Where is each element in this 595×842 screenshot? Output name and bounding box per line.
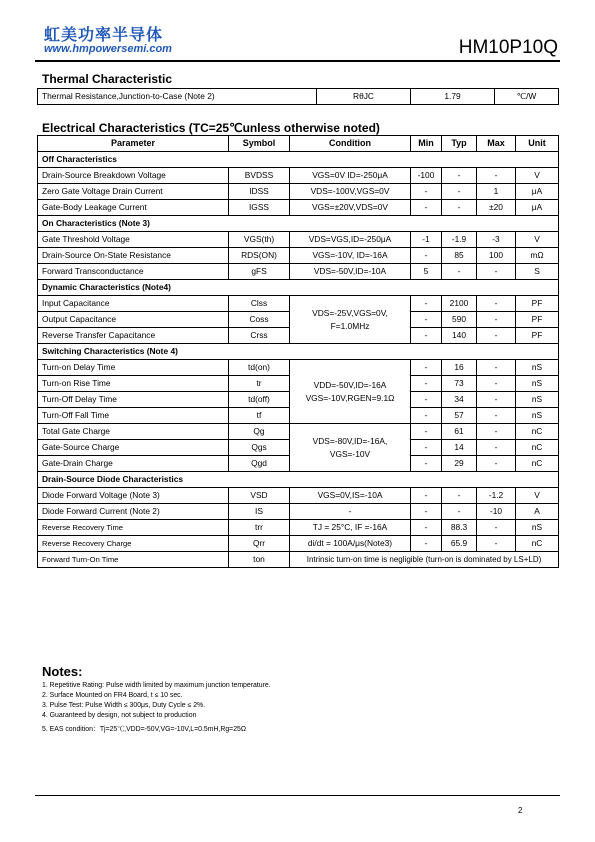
cell-unit: S <box>516 264 559 280</box>
table-row <box>38 232 559 248</box>
cell-unit: nC <box>516 536 559 552</box>
cell-condition: TJ = 25°C, IF =-16A <box>290 520 411 536</box>
cell-unit: nC <box>516 424 559 440</box>
table-row <box>38 168 559 184</box>
group-row <box>38 216 559 232</box>
part-number: HM10P10Q <box>458 37 558 58</box>
header-row <box>38 136 559 152</box>
cell-symbol: Qgd <box>229 456 290 472</box>
col-typ: Typ <box>442 136 477 152</box>
cell-min: - <box>411 360 442 376</box>
thermal-table <box>37 88 559 105</box>
cell-typ: - <box>442 504 477 520</box>
cell-min: - <box>411 376 442 392</box>
cell-condition-merged <box>290 296 411 344</box>
cell-condition: VDS=VGS,ID=-250μA <box>290 232 411 248</box>
cell-typ: - <box>442 488 477 504</box>
cell-typ: - <box>442 184 477 200</box>
cell-symbol: VGS(th) <box>229 232 290 248</box>
brand-name-cn: 虹美功率半导体 <box>44 25 164 44</box>
table-row <box>38 424 559 440</box>
group-label: Off Characteristics <box>38 152 559 168</box>
cell-min: - <box>411 408 442 424</box>
cell-max: - <box>477 408 516 424</box>
cell-max: -1.2 <box>477 488 516 504</box>
cell-condition: VGS=±20V,VDS=0V <box>290 200 411 216</box>
footer-divider <box>35 795 560 796</box>
cell-condition: VGS=0V,IS=-10A <box>290 488 411 504</box>
cell-parameter: Gate-Body Leakage Current <box>38 200 229 216</box>
cell-symbol: Clss <box>229 296 290 312</box>
note-item: 3. Pulse Test: Pulse Width ≤ 300μs, Duty Cycle ≤ 2%. <box>42 702 206 709</box>
cell-max: - <box>477 536 516 552</box>
cell-min: - <box>411 200 442 216</box>
cell-parameter: Total Gate Charge <box>38 424 229 440</box>
cell-symbol: IS <box>229 504 290 520</box>
cell-parameter: Gate-Source Charge <box>38 440 229 456</box>
cell-typ: 2100 <box>442 296 477 312</box>
cell-parameter: Forward Turn-On Time <box>38 552 229 568</box>
cell-typ: 16 <box>442 360 477 376</box>
group-row <box>38 472 559 488</box>
thermal-value: 1.79 <box>411 89 495 105</box>
cell-unit: V <box>516 488 559 504</box>
note-item: 1. Repetitive Rating: Pulse width limited by maximum junction temperature. <box>42 682 271 689</box>
cell-unit: μA <box>516 184 559 200</box>
cell-parameter: Diode Forward Current (Note 2) <box>38 504 229 520</box>
table-row <box>38 200 559 216</box>
condition-line: VDS=-80V,ID=-16A, <box>312 435 388 446</box>
cell-typ: - <box>442 200 477 216</box>
cell-unit: V <box>516 232 559 248</box>
cell-min: -1 <box>411 232 442 248</box>
group-label: Switching Characteristics (Note 4) <box>38 344 559 360</box>
cell-symbol: td(on) <box>229 360 290 376</box>
cell-min: - <box>411 504 442 520</box>
table-row <box>38 488 559 504</box>
thermal-title: Thermal Characteristic <box>42 72 173 86</box>
cell-condition: - <box>290 504 411 520</box>
note-item: 2. Surface Mounted on FR4 Board, t ≤ 10 sec. <box>42 692 183 699</box>
thermal-unit: ℃/W <box>495 89 559 105</box>
cell-parameter: Turn-Off Fall Time <box>38 408 229 424</box>
table-row <box>38 552 559 568</box>
cell-unit: nS <box>516 520 559 536</box>
cell-parameter: Zero Gate Voltage Drain Current <box>38 184 229 200</box>
cell-unit: nC <box>516 440 559 456</box>
cell-condition: di/dt = 100A/μs(Note3) <box>290 536 411 552</box>
cell-parameter: Input Capacitance <box>38 296 229 312</box>
cell-symbol: IGSS <box>229 200 290 216</box>
cell-typ: 65.9 <box>442 536 477 552</box>
cell-parameter: Turn-on Rise Time <box>38 376 229 392</box>
cell-typ: -1.9 <box>442 232 477 248</box>
table-row <box>38 264 559 280</box>
cell-unit: PF <box>516 328 559 344</box>
cell-min: - <box>411 392 442 408</box>
cell-min: - <box>411 312 442 328</box>
cell-max: - <box>477 264 516 280</box>
cell-max: - <box>477 312 516 328</box>
cell-max: - <box>477 296 516 312</box>
condition-line: F=1.0MHz <box>330 320 370 331</box>
cell-parameter: Turn-Off Delay Time <box>38 392 229 408</box>
cell-condition: VGS=0V ID=-250μA <box>290 168 411 184</box>
cell-symbol: Qg <box>229 424 290 440</box>
cell-typ: 140 <box>442 328 477 344</box>
cell-unit: A <box>516 504 559 520</box>
cell-max: ±20 <box>477 200 516 216</box>
cell-parameter: Gate-Drain Charge <box>38 456 229 472</box>
cell-typ: 29 <box>442 456 477 472</box>
cell-symbol: tf <box>229 408 290 424</box>
cell-unit: PF <box>516 296 559 312</box>
cell-typ: - <box>442 264 477 280</box>
group-label: Dynamic Characteristics (Note4) <box>38 280 559 296</box>
note-item: 5. EAS condition：Tj=25℃,VDD=-50V,VG=-10V,L=0.5mH,Rg=25Ω <box>42 726 247 733</box>
cell-max: - <box>477 440 516 456</box>
cell-symbol: Coss <box>229 312 290 328</box>
table-row <box>38 248 559 264</box>
cell-unit: mΩ <box>516 248 559 264</box>
condition-line: VGS=-10V <box>329 448 371 459</box>
cell-min: - <box>411 424 442 440</box>
thermal-symbol: RθJC <box>317 89 411 105</box>
cell-max: 1 <box>477 184 516 200</box>
cell-unit: nS <box>516 376 559 392</box>
cell-min: - <box>411 456 442 472</box>
condition-line: VGS=-10V,RGEN=9.1Ω <box>305 392 395 403</box>
cell-unit: nS <box>516 360 559 376</box>
cell-max: - <box>477 424 516 440</box>
cell-parameter: Forward Transconductance <box>38 264 229 280</box>
group-label: On Characteristics (Note 3) <box>38 216 559 232</box>
table-row <box>38 504 559 520</box>
cell-max: - <box>477 168 516 184</box>
group-row <box>38 280 559 296</box>
group-label: Drain-Source Diode Characteristics <box>38 472 559 488</box>
cell-max: 100 <box>477 248 516 264</box>
cell-symbol: td(off) <box>229 392 290 408</box>
cell-typ: 88.3 <box>442 520 477 536</box>
cell-symbol: Qgs <box>229 440 290 456</box>
group-row <box>38 152 559 168</box>
cell-parameter: Reverse Recovery Time <box>38 520 229 536</box>
cell-unit: PF <box>516 312 559 328</box>
cell-condition: VGS=-10V, ID=-16A <box>290 248 411 264</box>
brand-url[interactable]: www.hmpowersemi.com <box>44 43 172 55</box>
cell-parameter: Diode Forward Voltage (Note 3) <box>38 488 229 504</box>
col-symbol: Symbol <box>229 136 290 152</box>
cell-typ: 57 <box>442 408 477 424</box>
cell-symbol: gFS <box>229 264 290 280</box>
notes-title: Notes: <box>42 664 83 679</box>
cell-parameter: Turn-on Delay Time <box>38 360 229 376</box>
cell-typ: 14 <box>442 440 477 456</box>
cell-min: - <box>411 296 442 312</box>
col-condition: Condition <box>290 136 411 152</box>
cell-symbol: IDSS <box>229 184 290 200</box>
col-parameter: Parameter <box>38 136 229 152</box>
cell-symbol: RDS(ON) <box>229 248 290 264</box>
cell-symbol: ton <box>229 552 290 568</box>
thermal-label: Thermal Resistance,Junction-to-Case (Note 2) <box>38 89 317 105</box>
cell-symbol: Qrr <box>229 536 290 552</box>
electrical-title: Electrical Characteristics (TC=25℃unless otherwise noted) <box>42 121 380 135</box>
cell-max: - <box>477 360 516 376</box>
table-row <box>38 536 559 552</box>
cell-max: - <box>477 520 516 536</box>
cell-unit: μA <box>516 200 559 216</box>
cell-parameter: Reverse Recovery Charge <box>38 536 229 552</box>
cell-unit: nS <box>516 392 559 408</box>
cell-condition-merged <box>290 360 411 424</box>
cell-min: - <box>411 328 442 344</box>
header-divider <box>35 60 560 62</box>
cell-max: -3 <box>477 232 516 248</box>
col-max: Max <box>477 136 516 152</box>
cell-min: - <box>411 184 442 200</box>
cell-unit: nC <box>516 456 559 472</box>
cell-min: - <box>411 440 442 456</box>
cell-typ: 73 <box>442 376 477 392</box>
cell-typ: - <box>442 168 477 184</box>
cell-max: - <box>477 392 516 408</box>
condition-line: VDS=-25V,VGS=0V, <box>312 307 388 318</box>
cell-parameter: Reverse Transfer Capacitance <box>38 328 229 344</box>
thermal-row <box>38 89 559 105</box>
cell-symbol: BVDSS <box>229 168 290 184</box>
cell-max: - <box>477 328 516 344</box>
cell-unit: nS <box>516 408 559 424</box>
cell-condition-wide: Intrinsic turn-on time is negligible (turn-on is dominated by LS+LD) <box>290 552 559 568</box>
note-item: 4. Guaranteed by design, not subject to production <box>42 712 197 719</box>
cell-parameter: Gate Threshold Voltage <box>38 232 229 248</box>
condition-line: VDD=-50V,ID=-16A <box>313 379 387 390</box>
cell-symbol: Crss <box>229 328 290 344</box>
cell-typ: 590 <box>442 312 477 328</box>
cell-min: 5 <box>411 264 442 280</box>
table-row <box>38 296 559 312</box>
cell-min: - <box>411 248 442 264</box>
cell-max: - <box>477 456 516 472</box>
cell-unit: V <box>516 168 559 184</box>
cell-symbol: VSD <box>229 488 290 504</box>
table-row <box>38 184 559 200</box>
page-number: 2 <box>518 806 523 815</box>
group-row <box>38 344 559 360</box>
cell-max: -10 <box>477 504 516 520</box>
cell-typ: 61 <box>442 424 477 440</box>
table-row <box>38 520 559 536</box>
cell-min: - <box>411 536 442 552</box>
cell-typ: 85 <box>442 248 477 264</box>
cell-condition-merged <box>290 424 411 472</box>
cell-parameter: Output Capacitance <box>38 312 229 328</box>
cell-min: - <box>411 520 442 536</box>
table-row <box>38 360 559 376</box>
cell-symbol: tr <box>229 376 290 392</box>
cell-max: - <box>477 376 516 392</box>
cell-min: - <box>411 488 442 504</box>
cell-condition: VDS=-50V,ID=-10A <box>290 264 411 280</box>
cell-symbol: trr <box>229 520 290 536</box>
cell-typ: 34 <box>442 392 477 408</box>
col-unit: Unit <box>516 136 559 152</box>
electrical-table <box>37 135 559 568</box>
col-min: Min <box>411 136 442 152</box>
cell-parameter: Drain-Source Breakdown Voltage <box>38 168 229 184</box>
cell-parameter: Drain-Source On-State Resistance <box>38 248 229 264</box>
cell-min: -100 <box>411 168 442 184</box>
cell-condition: VDS=-100V,VGS=0V <box>290 184 411 200</box>
